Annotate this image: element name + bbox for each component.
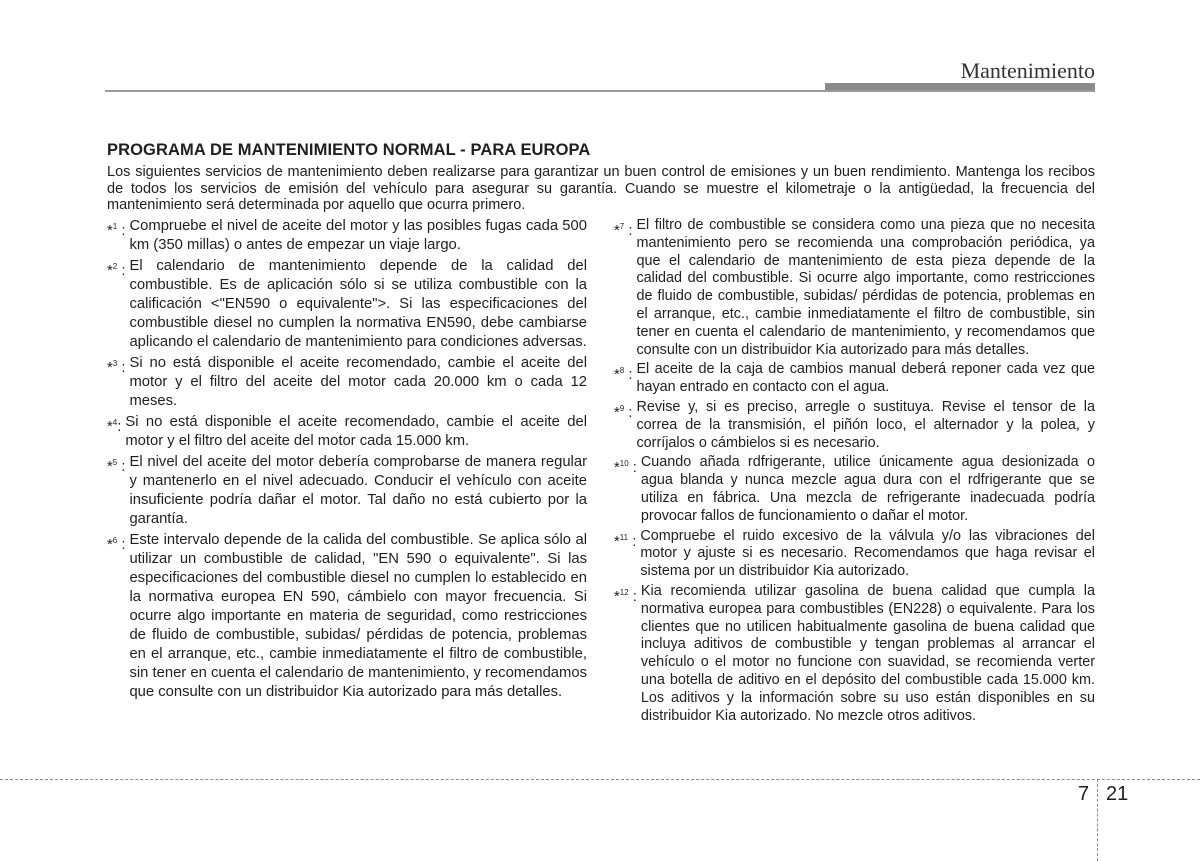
- notes-left-column: [107, 217, 587, 704]
- chapter-number: 7: [1078, 783, 1090, 805]
- notes-right-column: [614, 217, 1095, 727]
- footnote-marker: *$^{12}$ :: [614, 587, 637, 605]
- footnote-marker: *$^4$:: [107, 418, 122, 435]
- footnote-marker: *$^3$ :: [107, 359, 126, 376]
- footnote-3: [107, 354, 587, 411]
- footnote-text: Este intervalo depende de la calida del combustible. Se aplica sólo al utilizar un combustible de calidad, "EN 590 o equivalente". Si las especificaciones del combustible diesel no cumplen lo establecido en la normativa europea EN 590, cámbielo con mayor frecuencia. Si ocurre algo importante en materia de seguridad, como restricciones de fluido de combustible, subidas/ pérdidas de potencia, problemas en el arranque, etc., cambie inmediatamente el filtro de combustible, sin tener en cuenta el calendario de mantenimiento, y recomendamos que consulte con un distribuidor Kia autorizado para más detalles.: [129, 532, 587, 700]
- intro-paragraph: Los siguientes servicios de mantenimiento deben realizarse para garantizar un buen control de emisiones y un buen rendimiento. Mantenga los recibos de todos los servicios de emisión del vehículo para asegurar su garantía. Cuando se muestre el kilometraje o la antigüedad, la frecuencia del mantenimiento será determinada por aquello que ocurra primero.: [107, 164, 1095, 213]
- footer-dashed-divider: [1097, 779, 1098, 861]
- footnote-10: [614, 454, 1095, 525]
- footnote-text: El nivel del aceite del motor debería comprobarse de manera regular y mantenerlo en el nivel adecuado. Conducir el vehículo con aceite insuficiente podría dañar el motor. Tal daño no está cubierto por la garantía.: [129, 454, 587, 527]
- footnote-text: Si no está disponible el aceite recomendado, cambie el aceite del motor y el filtro del aceite del motor cada 20.000 km o cada 12 meses.: [129, 355, 587, 409]
- footnote-marker: *$^5$ :: [107, 458, 126, 475]
- footnote-1: [107, 217, 587, 255]
- footnote-marker: *$^{11}$ :: [614, 532, 637, 550]
- footnote-text: El filtro de combustible se considera como una pieza que no necesita mantenimiento pero se recomienda una comprobación periódica, ya que el calendario de mantenimiento de esta pieza depende de la calidad del combustible. Si ocurre algo importante, como restricciones de fluido de combustible, subidas/ pérdidas de potencia, problemas en el arranque, etc., cambie inmediatamente el filtro de combustible, sin tener en cuenta el calendario de mantenimiento, y recomendamos que consulte con un distribuidor Kia autorizado para más detalles.: [636, 217, 1095, 358]
- header-rule: [105, 90, 1095, 92]
- footnote-text: Si no está disponible el aceite recomendado, cambie el aceite del motor y el filtro del aceite del motor cada 15.000 km.: [125, 414, 587, 449]
- footnote-text: Revise y, si es preciso, arregle o sustituya. Revise el tensor de la correa de la transmisión, el piñón loco, el alternador y la polea, y corríjalos o cámbielos si es necesario.: [636, 398, 1095, 451]
- footnote-marker: *$^9$ :: [614, 403, 633, 421]
- footnote-marker: *$^2$ :: [107, 262, 126, 279]
- footnote-12: [614, 583, 1095, 725]
- footnote-text: Compruebe el nivel de aceite del motor y las posibles fugas cada 500 km (350 millas) o antes de empezar un viaje largo.: [129, 218, 587, 253]
- footnote-8: [614, 361, 1095, 397]
- footer-dashed-rule: [0, 779, 1200, 780]
- page-number: 21: [1106, 783, 1129, 805]
- footnote-marker: *$^1$ :: [107, 222, 126, 239]
- page-header-title: Mantenimiento: [960, 58, 1095, 83]
- footnote-text: El calendario de mantenimiento depende de la calidad del combustible. Es de aplicación sólo si se utiliza combustible con la calificación <"EN590 o equivalente">. Si las especificaciones del combustible diesel no cumplen la normativa EN590, debe cambiarse aplicando el calendario de mantenimiento para condiciones adversas.: [129, 258, 587, 350]
- footnote-marker: *$^8$ :: [614, 366, 633, 384]
- footnote-5: [107, 453, 587, 529]
- footnote-9: [614, 399, 1095, 452]
- footnote-6: [107, 531, 587, 702]
- footnote-4: [107, 413, 587, 451]
- footnote-marker: *$^6$ :: [107, 536, 126, 553]
- footnote-text: Compruebe el ruido excesivo de la válvula y/o las vibraciones del motor y ajuste si es necesario. Recomendamos que haga revisar el sistema por un distribuidor Kia autorizado.: [640, 527, 1095, 580]
- footnote-11: [614, 528, 1095, 581]
- footnote-marker: *$^{10}$ :: [614, 459, 637, 477]
- footnote-marker: *$^7$ :: [614, 222, 633, 239]
- footnote-text: Kia recomienda utilizar gasolina de buena calidad que cumpla la normativa europea para combustibles (EN228) o equivalente. Para los clientes que no utilicen habitualmente gasolina de buena calidad que incluya aditivos de combustible y tengan problemas al arrancar el vehículo o el motor no funcione con suavidad, se recomienda verter una botella de aditivo en el depósito del combustible cada 15.000 km. Los aditivos y la información sobre su uso están disponibles en su distribuidor Kia autorizado. No mezcle otros aditivos.: [640, 582, 1095, 724]
- section-heading: PROGRAMA DE MANTENIMIENTO NORMAL - PARA EUROPA: [107, 141, 591, 159]
- footnote-7: [614, 217, 1095, 359]
- footnote-2: [107, 257, 587, 352]
- footnote-text: El aceite de la caja de cambios manual deberá reponer cada vez que hayan entrado en contacto con el agua.: [636, 361, 1095, 396]
- footnote-text: Cuando añada rdfrigerante, utilice únicamente agua desionizada o agua blanda y nunca mezcle agua dura con el rdfrigerante que se utiliza en fábrica. Una mezcla de refrigerante inadecuada podría provocar fallos de funcionamiento o dañar el motor.: [640, 454, 1095, 524]
